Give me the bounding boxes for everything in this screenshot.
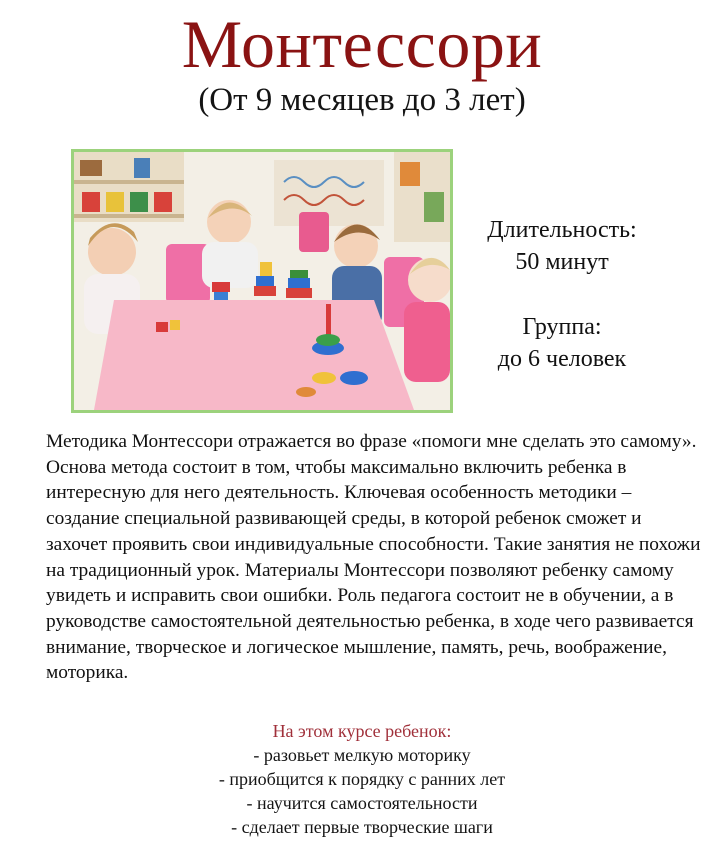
page-title: Монтессори [181,6,543,82]
list-item: - сделает первые творческие шаги [231,817,493,837]
list-item: - разовьет мелкую моторику [253,745,471,765]
method-description: Методика Монтессори отражается во фразе «помоги мне сделать это самому». Основа метода состоит в том, чтобы максимально включить ребенка в интересную для него деятельность. Ключевая особенность методики – создание специальной развивающей среды, в которой ребенок сможет и захочет проявить свои индивидуальные способности. Такие занятия не похожи на традиционный урок. Материалы Монтессори позволяют ребенку самому увидеть и исправить свои ошибки. Роль педагога состоит не в обучении, а в руководстве самостоятельной деятельностью ребенка, в ходе чего развивается внимание, творческое и логическое мышление, память, речь, воображение, моторика. [46,431,701,684]
group-info [462,311,662,375]
course-benefits [0,719,724,839]
children-playing-photo [71,149,453,413]
course-benefits-list [0,743,724,839]
group-label: Группа: [522,314,602,340]
duration-value: 50 минут [515,249,609,275]
list-item: - научится самостоятельности [246,793,478,813]
duration-label: Длительность: [487,217,637,243]
course-benefits-heading: На этом курсе ребенок: [272,721,452,741]
list-item: - приобщится к порядку с ранних лет [218,769,506,789]
group-value: до 6 человек [497,346,627,372]
duration-info [462,214,662,278]
age-range-subtitle: (От 9 месяцев до 3 лет) [198,82,526,118]
